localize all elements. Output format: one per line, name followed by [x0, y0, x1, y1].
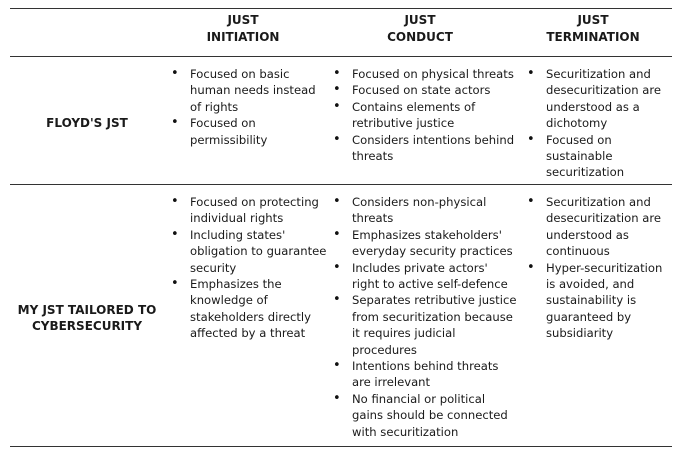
list-item: • Intentions behind threats are irrelevant [330, 358, 518, 391]
row-label-line: FLOYD'S JST [46, 116, 128, 130]
row-rule [10, 184, 672, 185]
list-item: • Focused on physical threats [330, 66, 518, 82]
list-item: • Securitization and desecuritization are understood as a dichotomy [524, 66, 674, 132]
list-item: • Focused on state actors [330, 82, 518, 98]
header-line: INITIATION [206, 30, 280, 44]
list-item: • Focused on protecting individual rights [168, 194, 328, 227]
floyd-conduct-list [330, 66, 518, 164]
header-just-termination [518, 12, 668, 46]
list-item: • Securitization and desecuritization are understood as continuous [524, 194, 674, 260]
floyd-initiation-list [168, 66, 328, 148]
list-item: • Focused on sustainable securitization [524, 132, 674, 181]
my-termination-list [524, 194, 674, 342]
list-item: • Considers intentions behind threats [330, 132, 518, 165]
list-item: • Hyper-securitization is avoided, and sustainability is guaranteed by subsidiarity [524, 260, 674, 342]
header-just-conduct [340, 12, 500, 46]
list-item: • No financial or political gains should be connected with securitization [330, 391, 518, 440]
list-item: • Separates retributive justice from securitization because it requires judicial procedures [330, 292, 518, 358]
list-item: • Contains elements of retributive justice [330, 99, 518, 132]
header-just-initiation [168, 12, 318, 46]
floyd-termination-list [524, 66, 674, 181]
header-line: TERMINATION [546, 30, 640, 44]
header-line: JUST [227, 13, 259, 27]
row-label-floyds-jst [12, 115, 162, 131]
list-item: • Emphasizes the knowledge of stakeholders directly affected by a threat [168, 276, 328, 342]
bottom-rule [10, 446, 672, 447]
list-item: • Considers non-physical threats [330, 194, 518, 227]
list-item: • Includes private actors' right to active self-defence [330, 260, 518, 293]
header-line: JUST [577, 13, 609, 27]
top-rule [10, 8, 672, 9]
list-item: • Focused on basic human needs instead of rights [168, 66, 328, 115]
header-line: JUST [404, 13, 436, 27]
list-item: • Including states' obligation to guarantee security [168, 227, 328, 276]
row-label-my-jst [12, 302, 162, 334]
list-item: • Focused on permissibility [168, 115, 328, 148]
my-conduct-list [330, 194, 518, 440]
header-line: CONDUCT [387, 30, 453, 44]
row-label-line: CYBERSECURITY [31, 319, 143, 333]
my-initiation-list [168, 194, 328, 342]
header-rule [10, 56, 672, 57]
row-label-line: MY JST TAILORED TO [17, 303, 157, 317]
list-item: • Emphasizes stakeholders' everyday security practices [330, 227, 518, 260]
